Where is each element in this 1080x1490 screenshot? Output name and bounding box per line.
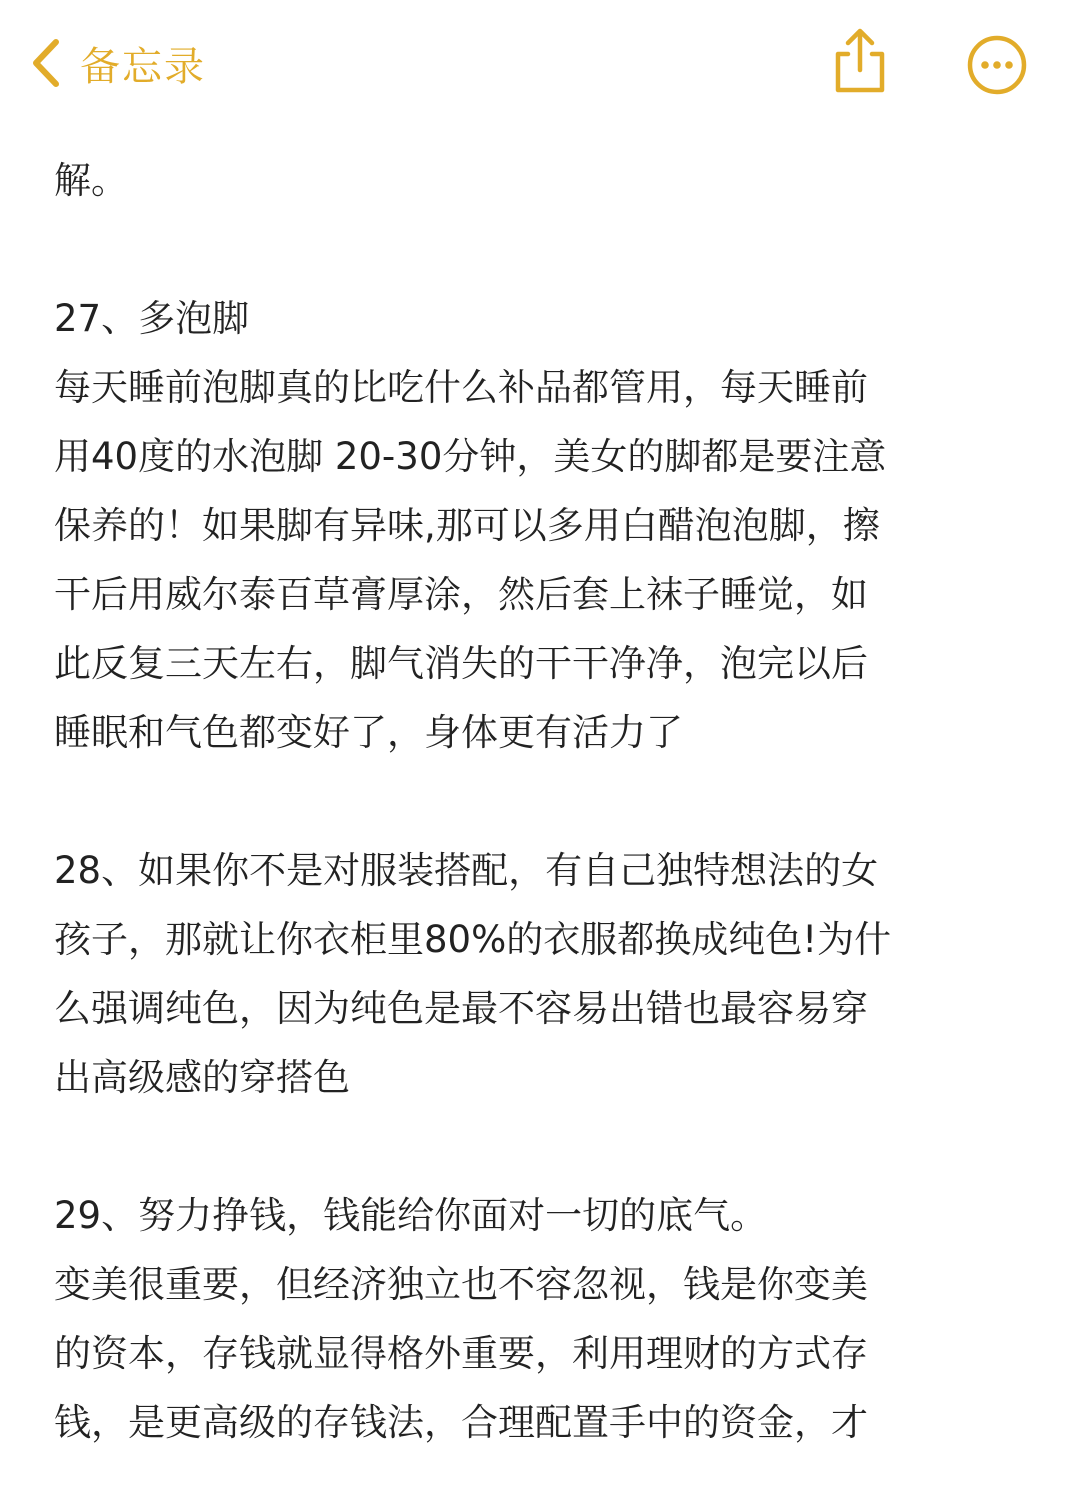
note-line: 钱，是更高级的存钱法，合理配置手中的资金，才 — [54, 1401, 868, 1444]
section-heading: 27、多泡脚 — [54, 297, 250, 340]
share-icon — [828, 83, 892, 102]
blank-line — [54, 1112, 1044, 1181]
note-line: 睡眠和气色都变好了，身体更有活力了 — [54, 711, 683, 754]
note-line: 的资本，存钱就显得格外重要，利用理财的方式存 — [54, 1332, 868, 1375]
note-intro: 解。 — [54, 159, 128, 202]
more-button[interactable] — [966, 34, 1028, 96]
note-line: 么强调纯色，因为纯色是最不容易出错也最容易穿 — [54, 987, 868, 1030]
note-line: 每天睡前泡脚真的比吃什么补品都管用，每天睡前 — [54, 366, 868, 409]
more-icon — [966, 81, 1028, 100]
blank-line — [54, 215, 1044, 284]
note-line: 此反复三天左右，脚气消失的干干净净，泡完以后 — [54, 642, 868, 685]
note-section-29 — [54, 1181, 1044, 1457]
note-section-27 — [54, 284, 1044, 767]
section-heading: 28、如果你不是对服装搭配，有自己独特想法的女 — [54, 849, 879, 892]
back-button[interactable] — [28, 28, 206, 98]
note-line: 用40度的水泡脚 20-30分钟，美女的脚都是要注意 — [54, 435, 887, 478]
section-heading: 29、努力挣钱，钱能给你面对一切的底气。 — [54, 1194, 768, 1237]
note-line: 孩子，那就让你衣柜里80%的衣服都换成纯色!为什 — [54, 918, 892, 961]
note-line: 变美很重要，但经济独立也不容忽视，钱是你变美 — [54, 1263, 868, 1306]
note-section-28 — [54, 836, 1044, 1112]
nav-bar — [0, 0, 1080, 128]
chevron-left-icon — [28, 38, 62, 88]
note-line: 干后用威尔泰百草膏厚涂，然后套上袜子睡觉，如 — [54, 573, 868, 616]
back-label: 备忘录 — [80, 43, 206, 90]
blank-line — [54, 767, 1044, 836]
note-line: 出高级感的穿搭色 — [54, 1056, 350, 1099]
share-button[interactable] — [828, 26, 892, 98]
note-line: 保养的！如果脚有异味,那可以多用白醋泡泡脚，擦 — [54, 504, 880, 547]
note-body[interactable] — [54, 146, 1044, 1457]
